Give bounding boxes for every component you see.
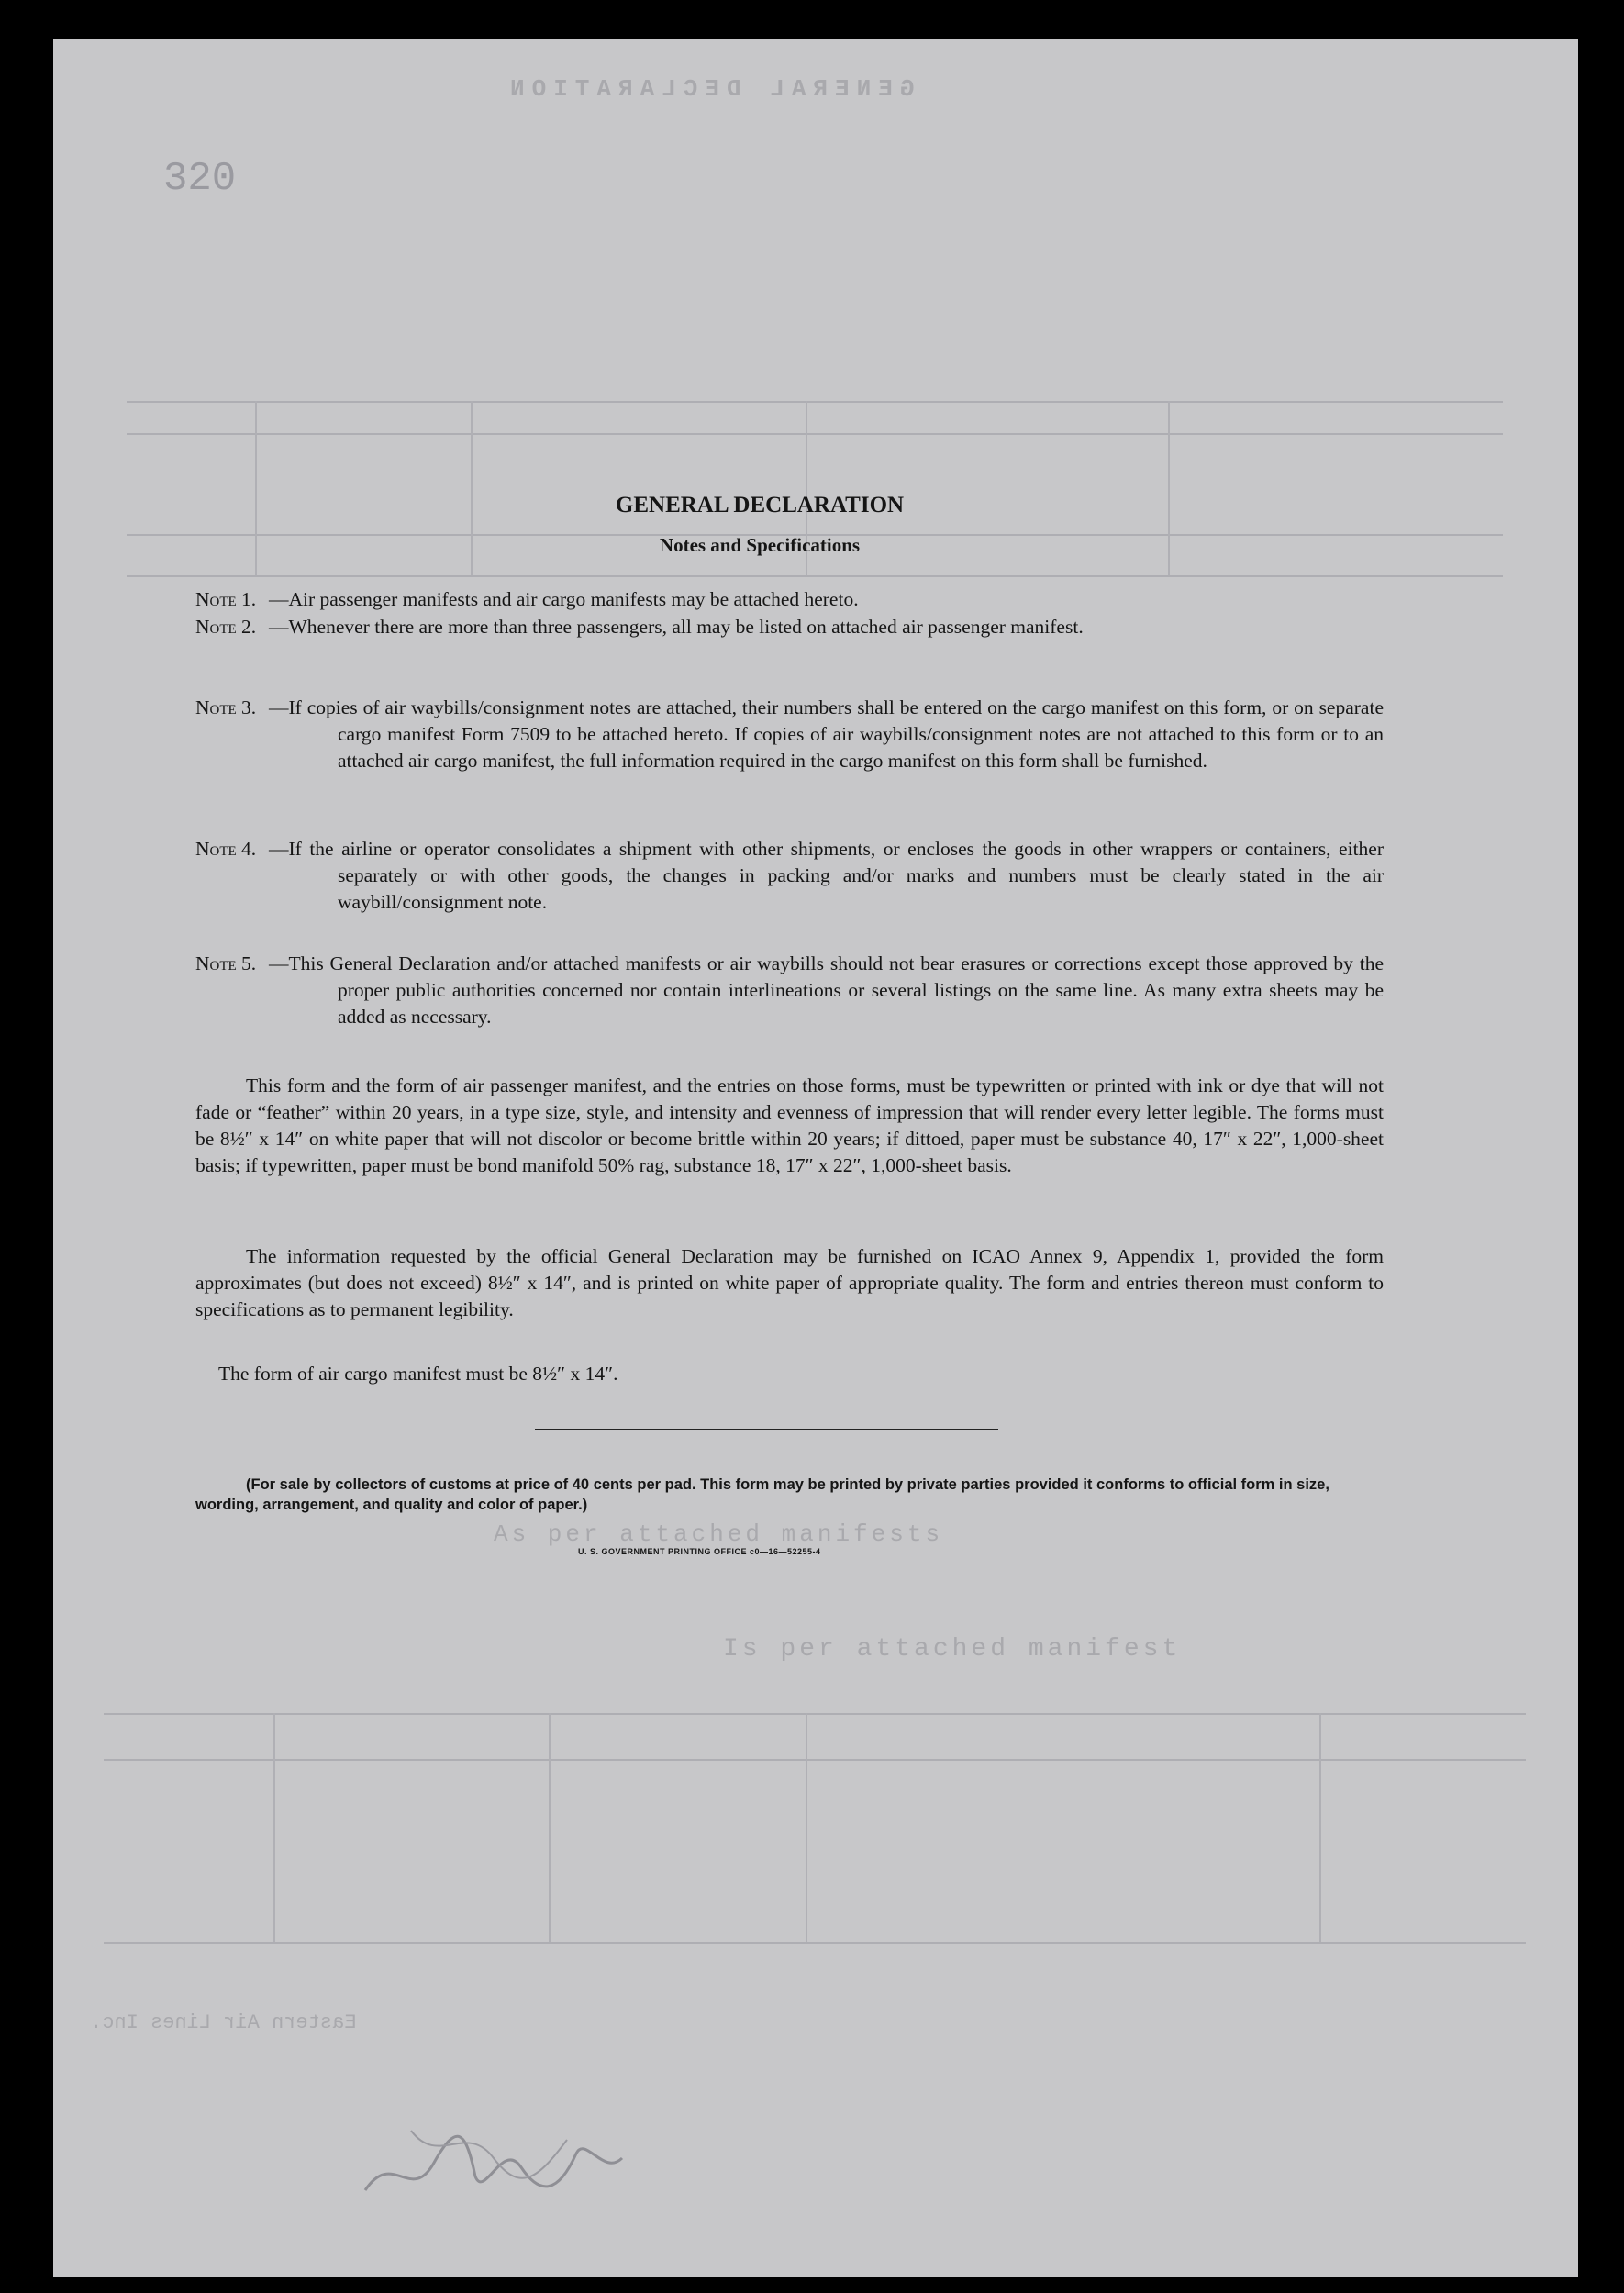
note-label: Note 4. [195,838,257,860]
show-through-typed-3: Eastern Air Lines Inc. [90,2011,357,2034]
note-label: Note 2. [195,616,257,638]
note-label: Note 3. [195,696,257,718]
note-text: —If copies of air waybills/consignment notes are attached, their numbers shall be entered on the cargo manifest on this form, or on separate cargo manifest Form 7509 to be attached hereto. If copies of air waybills/consignment notes are not attached to this form or to an attached air cargo manifest, the full information required in the cargo manifest on this form shall be furnished. [269,696,1384,772]
printing-office-line: U. S. GOVERNMENT PRINTING OFFICE c0—16—52255-4 [578,1547,821,1556]
show-through-heading: GENERAL DECLARATION [503,75,915,103]
page-subtitle: Notes and Specifications [659,534,861,556]
note-label: Note 1. [195,588,257,610]
sale-note: (For sale by collectors of customs at price of 40 cents per pad. This form may be printed by private parties provided it conforms to official form in size, wording, arrangement, and quality and color of paper.) [195,1476,1329,1513]
note-5 [195,951,1384,1030]
declaration-notes [53,39,1578,2277]
note-1 [195,586,1384,613]
note-text: —This General Declaration and/or attached manifests or air waybills should not bear erasures or corrections except those approved by the proper public authorities concerned nor contain interlineations or several listings on the same line. As many extra sheets may be added as necessary. [269,952,1384,1028]
specification-paragraph: This form and the form of air passenger manifest, and the entries on those forms, must be typewritten or printed with ink or dye that will not fade or “feather” within 20 years, in a type size, style, and intensity and evenness of impression that will render every letter legible. The forms must be 8½″ x 14″ on white paper that will not discolor or become brittle within 20 years; if dittoed, paper must be substance 40, 17″ x 22″, 1,000-sheet basis; if typewritten, paper must be bond manifold 50% rag, substance 18, 17″ x 22″, 1,000-sheet basis. [195,1074,1384,1176]
stamp-number: 320 [163,156,237,202]
signature [356,2112,631,2213]
note-label: Note 5. [195,952,257,974]
divider [535,1429,998,1430]
specification-paragraph: The form of air cargo manifest must be 8½″ x 14″. [218,1363,618,1385]
page-title: GENERAL DECLARATION [615,493,905,518]
specification-paragraph: The information requested by the official General Declaration may be furnished on ICAO Annex 9, Appendix 1, provided the form approximates (but does not exceed) 8½″ x 14″, and is printed on white paper of appropriate quality. The form and entries thereon must conform to specifications as to permanent legibility. [195,1245,1384,1320]
note-3 [195,695,1384,774]
note-text: —If the airline or operator consolidates a shipment with other shipments, or encloses the goods in other wrappers or containers, either separately or with other goods, the changes in packing and/or marks and numbers must be clearly stated in the air waybill/consignment note. [269,838,1384,913]
note-2 [195,614,1384,640]
show-through-typed-1: As per attached manifests [494,1520,944,1548]
show-through-typed-2: Is per attached manifest [723,1635,1182,1664]
note-text: —Whenever there are more than three passengers, all may be listed on attached air passenger manifest. [269,616,1084,638]
note-4 [195,836,1384,916]
note-text: —Air passenger manifests and air cargo manifests may be attached hereto. [269,588,859,610]
document-sheet [53,39,1578,2277]
